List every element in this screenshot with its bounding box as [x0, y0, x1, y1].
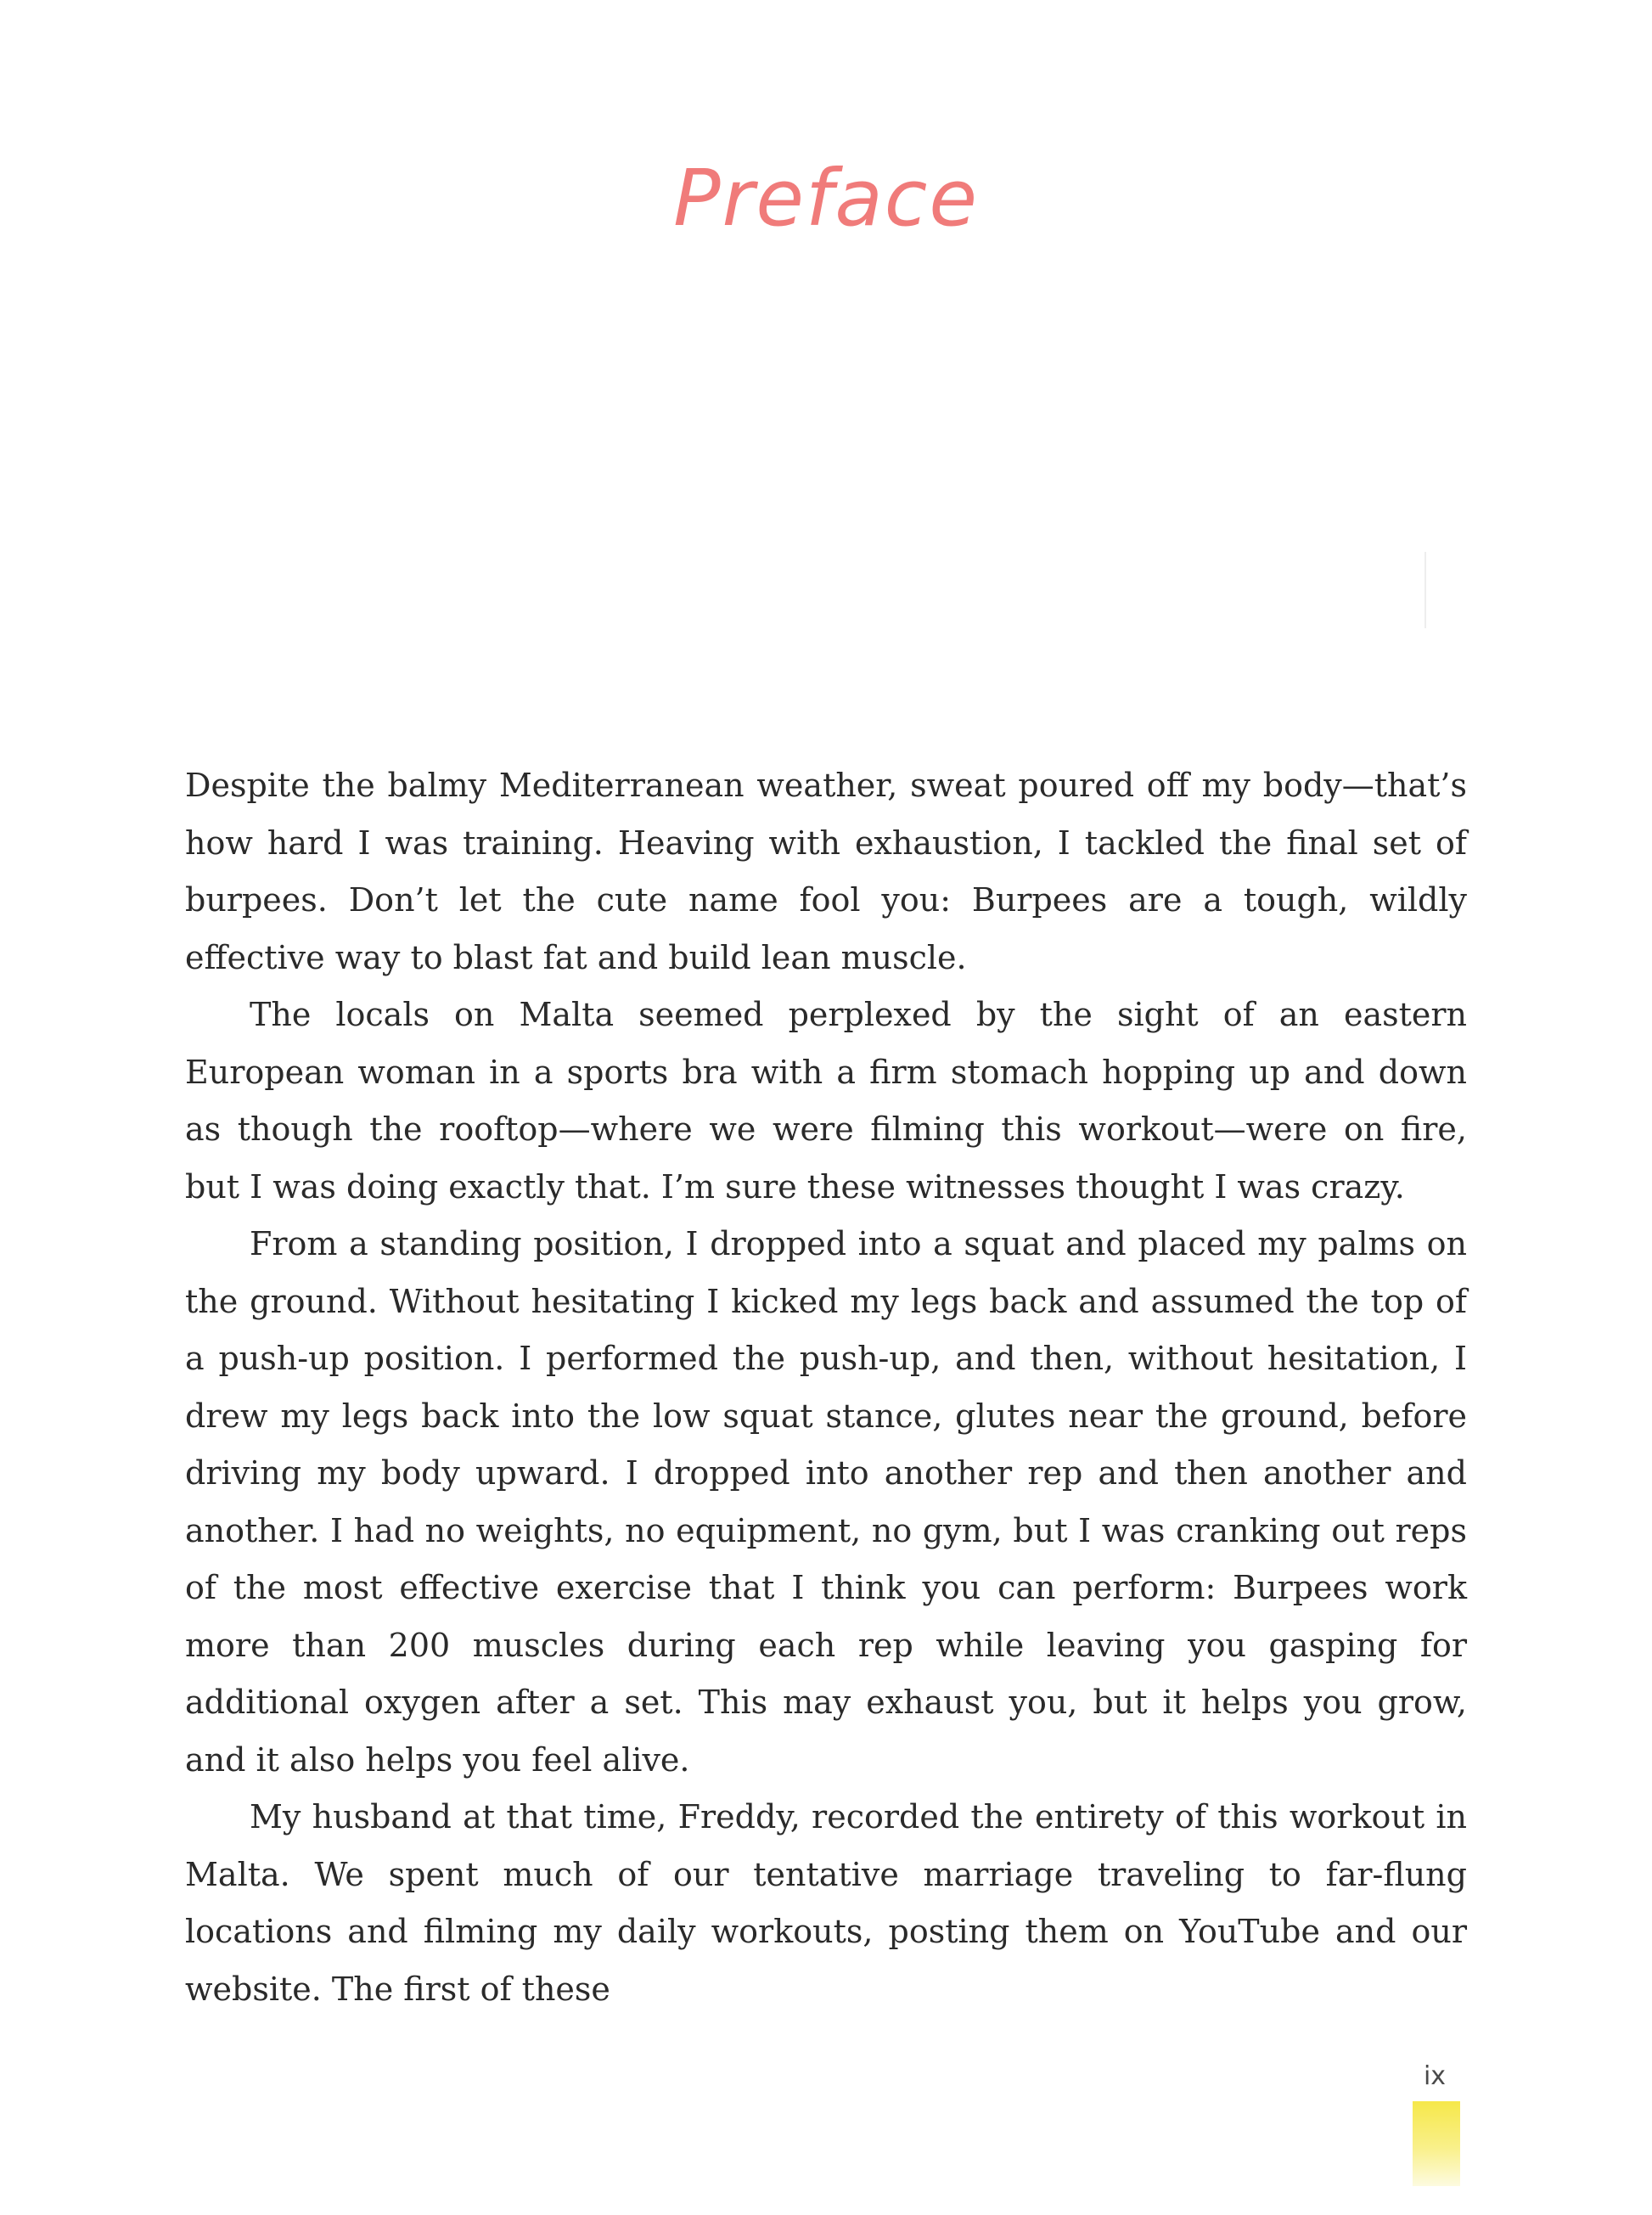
paragraph-1: Despite the balmy Mediterranean weather, sweat poured off my body—that’s how hard I was training. Heaving with exhaustion, I tackled the final set of burpees. Don’t let the cute name fool you: Burpees are a tough, wildly effective way to blast fat and build lean muscle.: [185, 767, 1467, 976]
scan-artifact: [1424, 552, 1426, 628]
paragraph-3: From a standing position, I dropped into a squat and placed my palms on the ground. Without hesitating I kicked my legs back and assumed the top of a push-up position. I performed the push-up, and then, without hesitation, I drew my legs back into the low squat stance, glutes near the ground, before driving my body upward. I dropped into another rep and then another and another. I had no weights, no equipment, no gym, but I was cranking out reps of the most effective exercise that I think you can perform: Burpees work more than 200 muscles during each rep while leaving you gasping for additional oxygen after a set. This may exhaust you, but it helps you grow, and it also helps you feel alive.: [185, 1225, 1467, 1779]
page-tab-marker: [1413, 2101, 1460, 2186]
paragraph-4: My husband at that time, Freddy, recorded the entirety of this workout in Malta. We spent much of our tentative marriage traveling to far-flung locations and filming my daily workouts, posting them on YouTube and our website. The first of these: [185, 1798, 1467, 2008]
paragraph-2: The locals on Malta seemed perplexed by the sight of an eastern European woman in a sports bra with a firm stomach hopping up and down as though the rooftop—where we were filming this workout—were on fire, but I was doing exactly that. I’m sure these witnesses thought I was crazy.: [185, 996, 1467, 1206]
body-text: [185, 757, 1467, 2018]
page-title: Preface: [673, 153, 979, 244]
page-number: ix: [1423, 2061, 1447, 2091]
